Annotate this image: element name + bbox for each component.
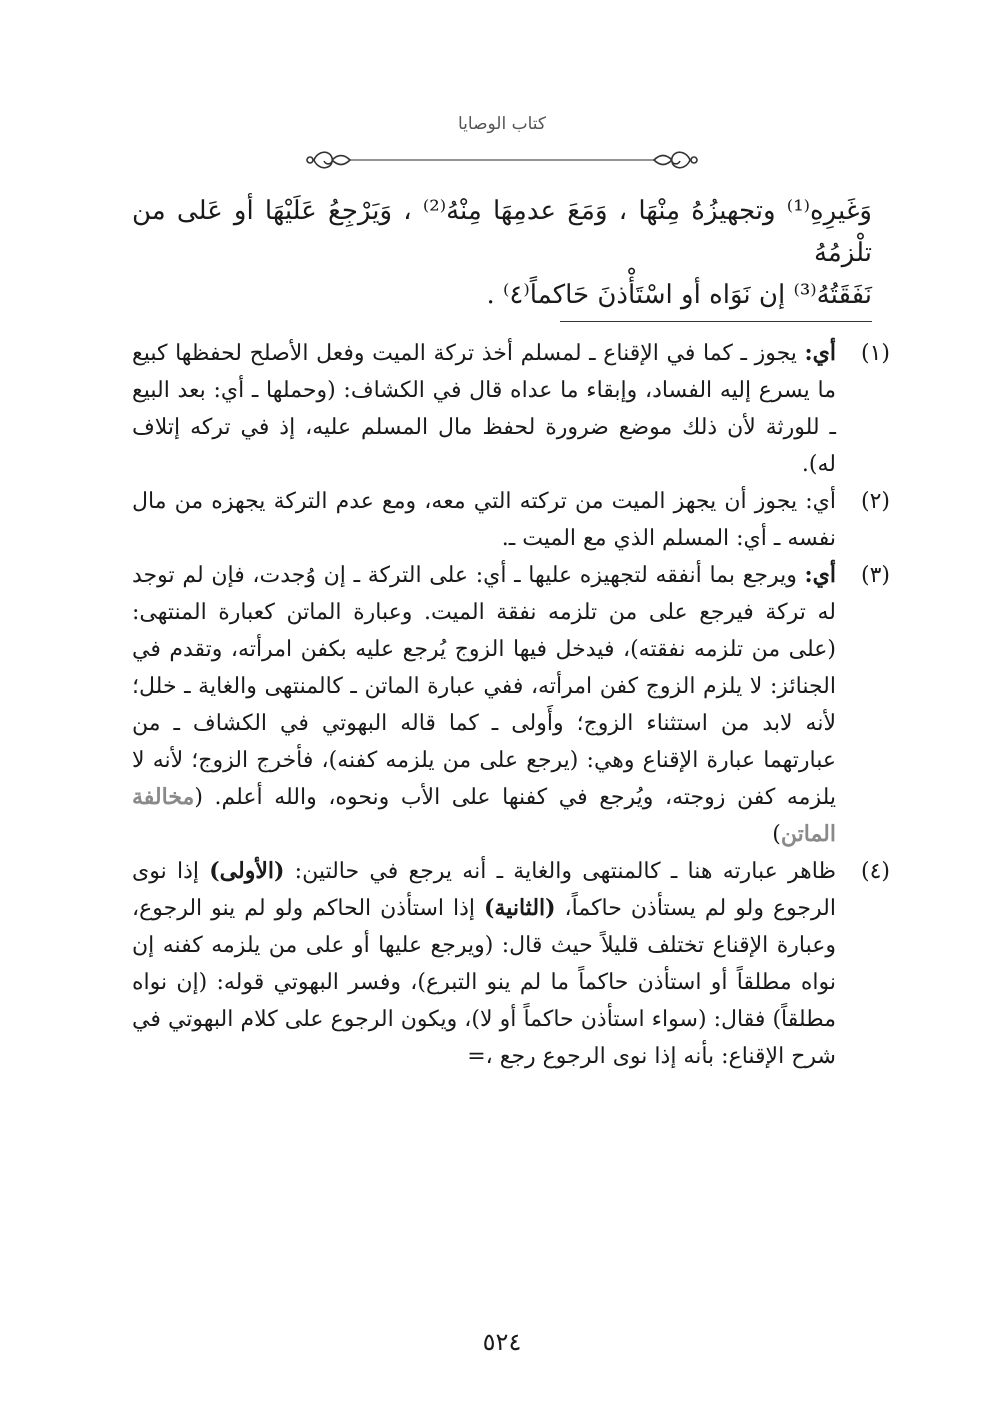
- footnote-text: ويرجع بما أنفقه لتجهيزه عليها ـ أي: على التركة ـ إن وُجدت، فإن لم توجد له تركة فيرجع على من تلزمه نفقة الميت. وعبارة الماتن كعبارة المنتهى: (على من تلزمه نفقته)، فيدخل فيها الزوج يُرجع عليه بكفن امرأته، وتقدم في الجنائز: لا يلزم الزوج كفن امرأته، ففي عبارة الماتن ـ كالمنتهى والغاية ـ خلل؛ لأنه لابد من استثناء الزوج؛ وأَولى ـ كما قاله البهوتي في الكشاف ـ من عبارتهما عبارة الإقناع وهي: (يرجع على من يلزمه كفنه)، فأخرج الزوج؛ لأنه لا يلزمه كفن زوجته، ويُرجع في كفنها على الأب ونحوه، والله أعلم. (: [132, 563, 836, 810]
- footnote-text: يجوز ـ كما في الإقناع ـ لمسلم أخذ تركة الميت وفعل الأصلح لحفظها كبيع ما يسرع إليه الفساد، وإبقاء ما عداه قال في الكشاف: (وحملها ـ أي: بعد البيع ـ للورثة لأن ذلك موضع ضرورة لحفظ مال المسلم عليه، إذ في تركه إتلاف له).: [132, 341, 836, 477]
- main-text: [132, 190, 872, 316]
- footnote-number: (٢): [860, 489, 890, 514]
- running-header: [300, 112, 704, 172]
- footnote-number: (١): [860, 341, 890, 366]
- footnote-number: (٣): [860, 563, 890, 588]
- header-ornament-icon: [300, 148, 704, 172]
- footnote-label: (الأولى): [209, 858, 285, 884]
- footnote-text: ): [772, 822, 781, 847]
- footnote-label: مخالفة الماتن: [132, 784, 836, 847]
- main-text-line: وَغَيرِهِ⁽¹⁾ وتجهيزُهُ مِنْهَا ، وَمَعَ عدمِهَا مِنْهُ⁽²⁾ ، وَيَرْجِعُ عَلَيْهَا أو عَلى من تلْزمُهُ: [132, 196, 872, 268]
- footnotes: [132, 335, 890, 1075]
- footnote-text: أي: يجوز أن يجهز الميت من تركته التي معه، ومع عدم التركة يجهزه من مال نفسه ـ أي: المسلم الذي مع الميت ـ.: [132, 489, 836, 551]
- footnote-4: [132, 853, 890, 1075]
- page-number: ٥٢٤: [482, 1328, 522, 1356]
- footnote-number: (٤): [860, 859, 890, 884]
- footnote-2: [132, 483, 890, 557]
- header-title: كتاب الوصايا: [457, 114, 547, 134]
- footnote-text: ظاهر عبارته هنا ـ كالمنتهى والغاية ـ أنه يرجع في حالتين:: [284, 859, 836, 884]
- footnote-label: (الثانية): [484, 895, 556, 921]
- footnote-lead: أي:: [804, 562, 836, 588]
- footnote-lead: أي:: [804, 340, 836, 366]
- main-text-line: نَفَقَتُهُ⁽³⁾ إن نَوَاه أو اسْتَأْذنَ حَاكماً⁽٤⁾ .: [486, 280, 872, 310]
- footnote-text: إذا استأذن الحاكم ولو لم ينو الرجوع، وعبارة الإقناع تختلف قليلاً حيث قال: (ويرجع عليها أو على من يلزمه كفنه إن نواه مطلقاً أو استأذن حاكماً ما لم ينو التبرع)، وفسر البهوتي قوله: (إن نواه مطلقاً) فقال: (سواء استأذن حاكماً أو لا)، ويكون الرجوع على كلام البهوتي في شرح الإقناع: بأنه إذا نوى الرجوع رجع ،=: [132, 896, 836, 1069]
- footnote-text: إذا نوى الرجوع ولو لم يستأذن حاكماً،: [132, 859, 836, 921]
- footnote-3: [132, 557, 890, 853]
- footnote-1: [132, 335, 890, 483]
- footnote-separator: [560, 321, 872, 322]
